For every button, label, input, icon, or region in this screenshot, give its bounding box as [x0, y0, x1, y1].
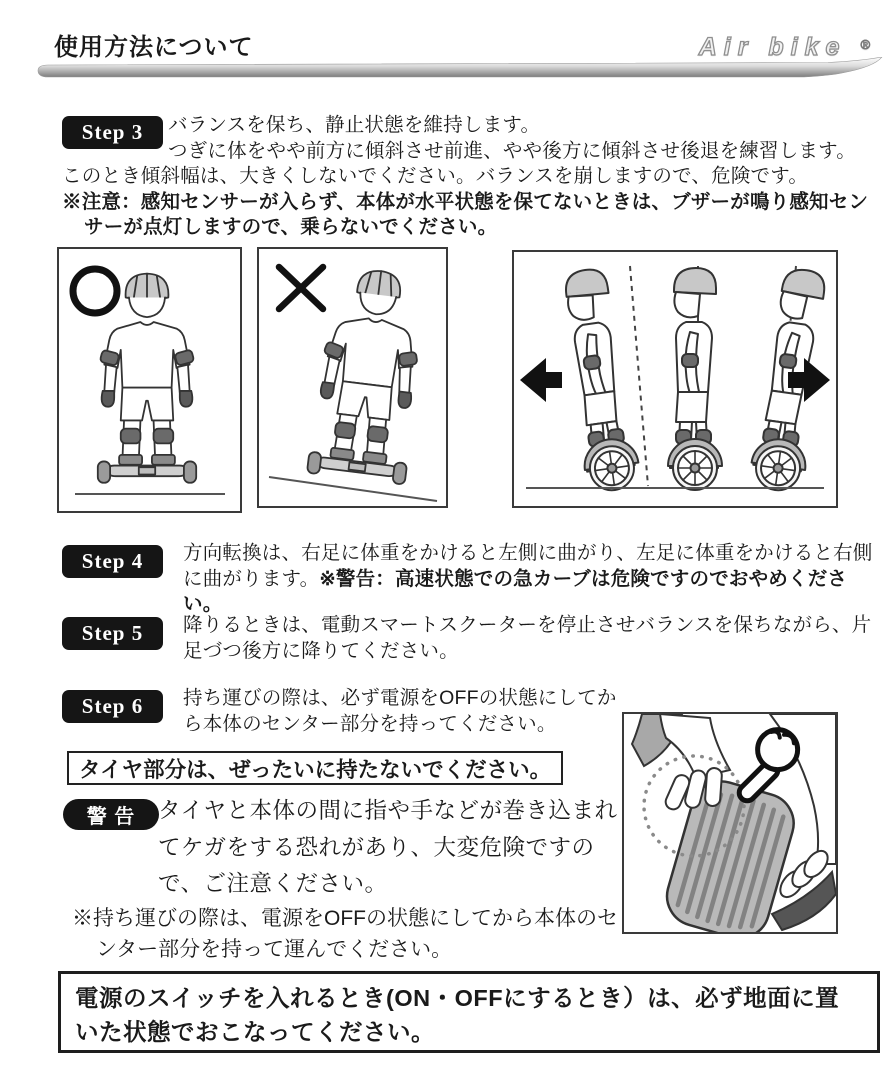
- correct-posture-illustration: [59, 249, 240, 511]
- ok-mark-icon: [73, 269, 117, 313]
- step3-text: [168, 113, 878, 164]
- wrong-posture-illustration: [259, 249, 446, 506]
- carry-note-text: ※持ち運びの際は、電源をOFFの状態にしてから本体のセンター部分を持って運んでください。: [72, 907, 618, 961]
- step5-badge: [62, 617, 163, 650]
- figure-wrong-posture: [257, 247, 448, 508]
- step6-badge: [62, 690, 163, 723]
- step5-text: 降りるときは、電動スマートスクーターを停止させバランスを保ちながら、片足づつ後方に降りてください。: [183, 614, 872, 662]
- step6-label: Step 6: [81, 694, 144, 718]
- step3-badge: [62, 116, 163, 149]
- left-arrow-icon: [520, 358, 562, 402]
- tire-warning-box: タイヤ部分は、ぜったいに持たないでください。: [67, 751, 563, 785]
- warning-text: タイヤと本体の間に指や手などが巻き込まれてケガをする恐れがあり、大変危険ですので、ご注意ください。: [158, 798, 618, 896]
- lean-directions-illustration: [514, 252, 836, 506]
- registered-mark: ®: [860, 37, 870, 52]
- figure-lean-directions: [512, 250, 838, 508]
- step4-badge: [62, 545, 163, 578]
- step4-body: 方向転換は、右足に体重をかけると左側に曲がり、左足に体重をかけると右側に曲がります。: [183, 542, 873, 590]
- step5-label: Step 5: [81, 621, 144, 645]
- step4-label: Step 4: [81, 549, 144, 573]
- step4-text: [183, 541, 883, 618]
- step6-text: 持ち運びの際は、必ず電源をOFFの状態にしてから本体のセンター部分を持ってください。: [183, 687, 617, 735]
- step3-line1: バランスを保ち、静止状態を維持します。: [168, 114, 541, 136]
- step4-warning: ※警告：高速状態での急カーブは危険ですのでおやめください。: [183, 567, 848, 615]
- brand-text: Air bike: [698, 33, 847, 61]
- warning-badge: 警 告: [63, 799, 159, 830]
- step3-line3: このとき傾斜幅は、大きくしないでください。バランスを崩しますので、危険です。: [62, 165, 809, 187]
- step3-line2: つぎに体をやや前方に傾斜させ前進、やや後方に傾斜させ後退を練習します。: [168, 139, 856, 162]
- header-rule: [36, 57, 884, 79]
- step3-label: Step 3: [81, 120, 144, 144]
- page-title: 使用方法について: [54, 34, 254, 61]
- figure-correct-posture: [57, 247, 242, 513]
- power-switch-box: 電源のスイッチを入れるとき(ON・OFFにするとき）は、必ず地面に置いた状態でおこなってください。: [58, 971, 880, 1053]
- carry-grip-illustration: [624, 714, 836, 932]
- figure-carry-grip: [622, 712, 838, 934]
- ng-mark-icon: [279, 267, 323, 309]
- step3-text-cont: [62, 164, 880, 241]
- step3-caution: ※注意：感知センサーが入らず、本体が水平状態を保てないときは、ブザーが鳴り感知センサーが点灯しますので、乗らないでください。: [62, 190, 869, 238]
- carry-note: [72, 903, 620, 965]
